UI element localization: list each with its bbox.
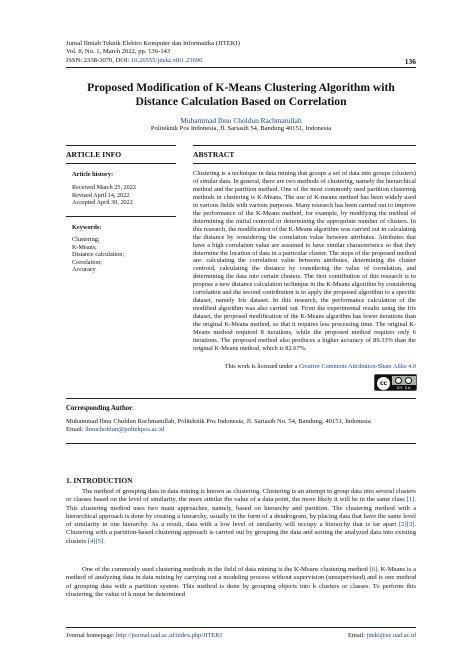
citation-link[interactable]: [6]: [369, 566, 378, 573]
author-name: Muhammad Ibnu Choldun Rachmatullah: [180, 116, 302, 125]
journal-volume: Vol. 8, No. 1, March 2022, pp. 136-143: [66, 48, 171, 56]
issn-text: ISSN: 2338-3070, DOI:: [66, 56, 131, 64]
citation-link[interactable]: [1]: [406, 496, 415, 504]
journal-name: Jurnal Ilmiah Teknik Elektro Komputer dan Informatika (JITEKI): [66, 40, 240, 47]
keyword-item: Accuracy: [72, 266, 96, 274]
keywords-rule: [66, 216, 176, 217]
sa-icon: [405, 377, 412, 384]
keyword-item: K-Means;: [72, 243, 97, 251]
article-info-top-rule: [66, 145, 176, 146]
email-link[interactable]: ibnucholdun@poltekpos.ac.id: [85, 426, 165, 434]
citation-link[interactable]: [2][3]: [398, 521, 415, 529]
article-info-heading: ARTICLE INFO: [66, 150, 122, 159]
intro-paragraph-2: [66, 566, 416, 599]
footer-email-link[interactable]: jiteki@ee.uad.ac.id: [366, 632, 416, 639]
abstract-text: Clustering is a technique in data mining that groups a set of data into groups (clusters) of similar data. In general, there are two methods of clustering, namely the hierarchical method and the partition method. One of the most commonly used partition clustering methods in clustering is K-Means. The use of K-means method has been widely used in various fields with various purposes. Many research has been carried out to improve the performance of the K-Means method, for example, by modifying the method of determining the initial centroid or determining the appropriate number of clusters. In this research, the modification of the K-Means algorithm was carried out in calculating the distance by considering the correlation value between attributes. Attributes that have a high correlation value are assumed to have similar characteristics so that they determine the location of data in a particular cluster. The steps of the proposed method are: calculating the correlation value between attributes, determining the cluster centroid, calculating the distance by considering the value of correlation, and determining the data into certain clusters. The first contribution of this research is to propose a new distance calculation technique in the K-Means algorithm by considering correlation and the second contribution is to apply the proposed algorithm to a specific dataset, namely Iris dataset. In this research, the performance calculation of the modified algorithm was also carried out. From the experimental results using the Iris dataset, the proposed modification of the K-Means algorithm has fewer iterations than the original K-Means method, so that it requires less processing time. The original K-Means method required 8 iterations, while the proposed method requires only 6 iterations. The proposed method also produces a higher accuracy of 89.33% than the original K-Means method, which is 82.67%.: [193, 170, 416, 352]
cc-attribution-icons: [392, 376, 416, 385]
text-span: One of the commonly used clustering methods in the field of data mining is the K-Means clustering method: [82, 566, 370, 573]
text-span: The method of grouping data in data mining is known as clustering. Clustering is an attempt to group data into several clusters or classes based on the level of similarity, the more similar the value of a data point, the more likely it will be in the same class: [66, 488, 416, 504]
abstract-top-rule: [193, 145, 416, 146]
keyword-item: Clustering;: [72, 236, 100, 243]
corresponding-body: [66, 418, 416, 435]
cc-icon: cc: [377, 377, 390, 390]
email-label: Email:: [66, 426, 86, 434]
journal-header: [66, 40, 416, 65]
corresponding-address: Muhammad Ibnu Choldun Rachmatullah, Politeknik Pos Indonesia, Jl. Sariasih No. 54, Bandung, 40151, Indonesia: [66, 418, 371, 425]
article-history-heading: Article history:: [72, 171, 114, 178]
license-link[interactable]: Creative Commons Attribution-Share Alike 4.0: [298, 363, 416, 370]
license-prefix: This work is licensed under a: [224, 363, 299, 370]
journal-issn: [66, 57, 416, 65]
corresponding-email: [66, 426, 416, 434]
text-span: . This clustering method uses two main approaches, namely, based on hierarchy and partition. The clustering method with a hierarchical approach is done by creating a hierarchy, usually in the form of a dendrogram, by placing data that have the same level of similarity in one hierarchy. As a result, data with a low level of similarity will occupy a hierarchy that is far apart: [66, 496, 416, 529]
paper-title: Proposed Modification of K-Means Clustering Algorithm with Distance Calculation Based on Correlation: [87, 81, 395, 108]
article-info-bottom-rule: [66, 163, 176, 164]
article-history-list: [72, 184, 136, 207]
affiliation: Politeknik Pos Indonesia, Jl. Sariasih 54, Bandung 40151, Indonesia: [150, 125, 332, 132]
page-number: 136: [404, 57, 416, 66]
corresponding-heading: [66, 405, 134, 412]
history-revised: Revised April 14, 2022: [72, 191, 130, 199]
abstract-heading: ABSTRACT: [193, 150, 235, 159]
corresponding-bottom-rule: [66, 443, 416, 444]
footer-email-label: Email:: [348, 632, 367, 639]
keywords-list: [72, 236, 124, 274]
text-span: .: [103, 537, 105, 545]
footer-homepage: [66, 632, 222, 639]
homepage-link[interactable]: http://journal.uad.ac.id/index.php/JITEKI: [116, 632, 223, 639]
homepage-label: Journal homepage:: [66, 632, 117, 639]
footer-email: [300, 632, 416, 639]
history-received: Received March 25, 2022: [72, 184, 136, 191]
introduction-heading: 1. INTRODUCTION: [66, 476, 133, 485]
history-accepted: Accepted April 30, 2022: [72, 199, 133, 207]
text-span: . Clustering with a partition-based clustering approach is carried out by grouping the data and sorting the analyzed data into existing clusters: [66, 521, 416, 545]
keywords-heading: Keywords:: [72, 224, 102, 231]
footer-rule: [66, 627, 416, 628]
cc-by-sa-label: BY SA: [397, 386, 411, 390]
keyword-item: Correlation;: [72, 258, 102, 266]
keyword-item: Distance calculation;: [72, 251, 125, 259]
abstract-bottom-rule: [193, 163, 416, 164]
intro-paragraph-1: [66, 488, 416, 546]
by-icon: [395, 377, 402, 384]
corresponding-rule: [66, 398, 416, 399]
license-note: [193, 363, 416, 370]
header-rule: [66, 67, 416, 68]
corresponding-colon: :: [132, 405, 135, 412]
cc-by-sa-badge[interactable]: [374, 374, 417, 391]
corresponding-label: Corresponding Author: [66, 405, 133, 412]
text-span: . K-Means is a method of analyzing data in data mining by carrying out a modeling process without supervision (unsupervised) and is one method of grouping data with a partition system. This method is done by grouping objects into k clusters or classes. To perform this clustering, the value of k must be determined: [66, 566, 416, 598]
doi-link[interactable]: 10.26555/jiteki.v8i1.23696: [130, 56, 203, 64]
citation-link[interactable]: [4][5]: [87, 537, 104, 545]
